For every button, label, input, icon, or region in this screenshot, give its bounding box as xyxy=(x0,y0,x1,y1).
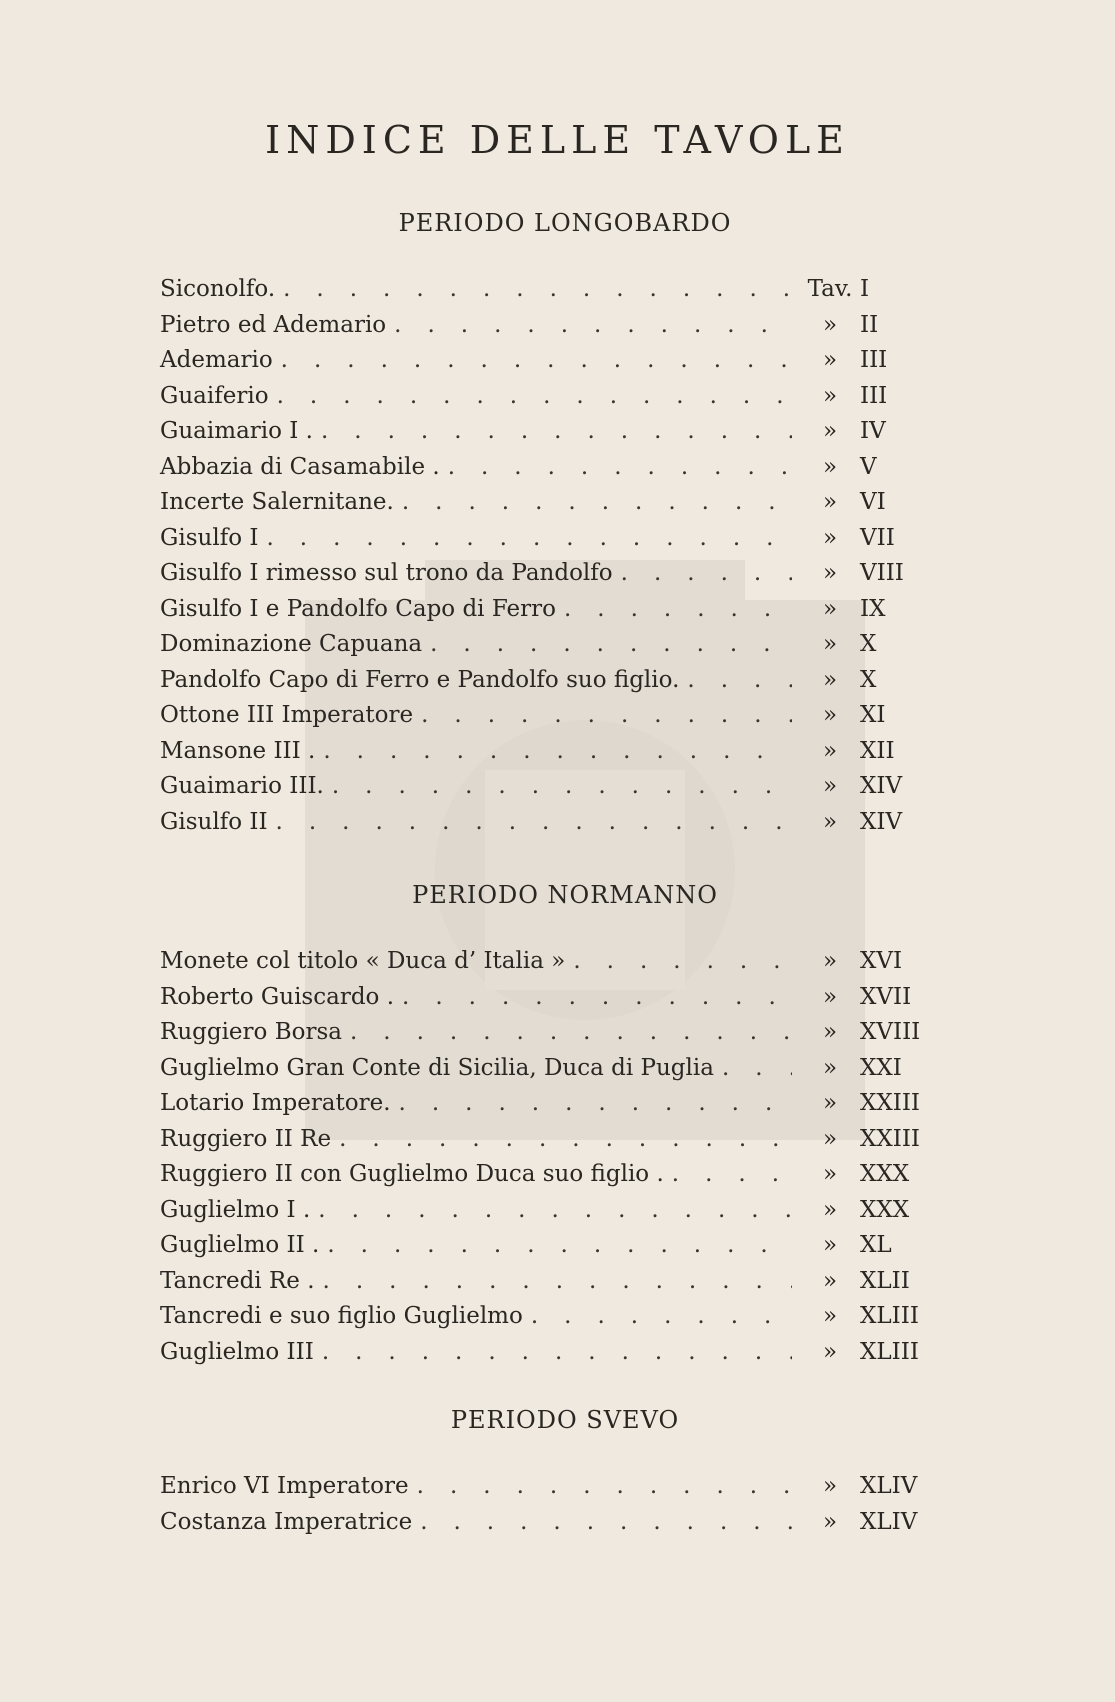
list-item xyxy=(160,734,970,770)
list-item xyxy=(160,1299,970,1335)
entry-label: Costanza Imperatrice xyxy=(160,1508,413,1535)
entry-plate: XXI xyxy=(860,1054,902,1081)
list-item xyxy=(160,980,970,1016)
entry-mark: » xyxy=(822,808,838,835)
entry-mark: » xyxy=(822,1054,838,1081)
entry-label: Pandolfo Capo di Ferro e Pandolfo suo figlio. xyxy=(160,666,680,693)
list-item xyxy=(160,308,970,344)
entry-plate: XLIII xyxy=(860,1338,919,1365)
entry-plate: XLII xyxy=(860,1267,910,1294)
entry-mark: » xyxy=(822,1267,838,1294)
entry-plate: XII xyxy=(860,737,895,764)
dot-leader xyxy=(722,1051,792,1087)
list-item xyxy=(160,485,970,521)
entry-mark: » xyxy=(822,773,838,799)
entry-mark: » xyxy=(822,666,838,693)
dot-leader xyxy=(283,272,792,308)
entry-label: Guglielmo Gran Conte di Sicilia, Duca di Puglia xyxy=(160,1054,714,1081)
dot-leader xyxy=(323,1264,792,1300)
entry-plate: XLIV xyxy=(860,1508,918,1535)
entry-mark: » xyxy=(822,453,838,480)
list-item xyxy=(160,1228,970,1264)
entry-label: Roberto Guiscardo . xyxy=(160,983,395,1010)
entry-label: Pietro ed Ademario xyxy=(160,311,387,338)
entry-plate: XLIII xyxy=(860,1303,919,1329)
entry-mark: » xyxy=(822,524,838,551)
entry-plate: IX xyxy=(860,595,886,622)
entry-label: Ruggiero II Re xyxy=(160,1125,332,1152)
dot-leader xyxy=(332,769,792,805)
entry-plate: III xyxy=(860,347,888,373)
dot-leader xyxy=(402,485,792,521)
list-item xyxy=(160,1193,970,1229)
list-item xyxy=(160,1335,970,1371)
entry-label: Dominazione Capuana xyxy=(160,631,423,657)
dot-leader xyxy=(420,1505,792,1541)
dot-leader xyxy=(421,698,792,734)
entry-plate: XXX xyxy=(860,1161,910,1187)
entry-plate: XXIII xyxy=(860,1125,921,1152)
entry-plate: VIII xyxy=(860,560,904,586)
entry-mark: » xyxy=(822,560,838,586)
entry-plate: XLIV xyxy=(860,1473,918,1499)
entry-list xyxy=(160,1469,970,1540)
entry-mark: » xyxy=(822,1196,838,1223)
dot-leader xyxy=(350,1015,792,1051)
entry-mark: » xyxy=(822,489,838,515)
list-item xyxy=(160,343,970,379)
list-item xyxy=(160,1264,970,1300)
section-normanno xyxy=(160,880,970,1370)
dot-leader xyxy=(394,308,792,344)
list-item xyxy=(160,592,970,628)
entry-label: Tancredi e suo figlio Guglielmo xyxy=(160,1303,523,1329)
entry-mark: » xyxy=(822,737,838,764)
entry-plate: XIV xyxy=(860,808,903,835)
entry-label: Guaiferio xyxy=(160,382,269,409)
list-item xyxy=(160,1051,970,1087)
dot-leader xyxy=(399,1086,792,1122)
entry-label: Ruggiero II con Guglielmo Duca suo figlio . xyxy=(160,1161,664,1187)
list-item xyxy=(160,379,970,415)
dot-leader xyxy=(323,734,792,770)
entry-mark: » xyxy=(822,418,838,444)
entry-label: Gisulfo I rimesso sul trono da Pandolfo xyxy=(160,560,613,586)
entry-mark: » xyxy=(822,948,838,974)
list-item xyxy=(160,769,970,805)
entry-label: Guaimario III. xyxy=(160,773,324,799)
list-item xyxy=(160,698,970,734)
entry-list xyxy=(160,272,970,840)
dot-leader xyxy=(322,1335,792,1371)
entry-label: Guglielmo II . xyxy=(160,1232,320,1258)
entry-mark: » xyxy=(822,983,838,1010)
entry-label: Guglielmo III xyxy=(160,1338,314,1365)
dot-leader xyxy=(672,1157,792,1193)
dot-leader xyxy=(266,521,792,557)
dot-leader xyxy=(339,1122,792,1158)
dot-leader xyxy=(430,627,792,663)
section-svevo xyxy=(160,1405,970,1540)
dot-leader xyxy=(417,1469,792,1505)
entry-label: Siconolfo. xyxy=(160,276,276,302)
entry-mark: » xyxy=(822,1090,838,1116)
entry-plate: XL xyxy=(860,1232,892,1258)
entry-label: Gisulfo I e Pandolfo Capo di Ferro xyxy=(160,595,556,622)
entry-plate: X xyxy=(860,666,877,693)
dot-leader xyxy=(281,343,792,379)
entry-mark: » xyxy=(822,1473,838,1499)
entry-plate: XXIII xyxy=(860,1090,921,1116)
entry-mark: » xyxy=(822,1508,838,1535)
entry-mark: » xyxy=(822,1232,838,1258)
entry-label: Ademario xyxy=(160,347,273,373)
list-item xyxy=(160,805,970,841)
dot-leader xyxy=(318,1193,792,1229)
list-item xyxy=(160,556,970,592)
dot-leader xyxy=(573,944,792,980)
entry-label: Tancredi Re . xyxy=(160,1267,315,1294)
entry-plate: X xyxy=(860,631,877,657)
section-heading: PERIODO SVEVO xyxy=(450,1406,680,1434)
dot-leader xyxy=(277,379,792,415)
entry-plate: XXX xyxy=(860,1196,910,1223)
entry-label: Ottone III Imperatore xyxy=(160,702,414,728)
list-item xyxy=(160,450,970,486)
entry-list xyxy=(160,944,970,1370)
list-item xyxy=(160,627,970,663)
entry-mark: » xyxy=(822,702,838,728)
section-longobardo xyxy=(160,208,970,840)
dot-leader xyxy=(621,556,792,592)
entry-mark: » xyxy=(822,347,838,373)
section-heading: PERIODO LONGOBARDO xyxy=(398,209,732,237)
entry-label: Guglielmo I . xyxy=(160,1196,311,1223)
entry-plate: VI xyxy=(860,489,886,515)
entry-label: Enrico VI Imperatore xyxy=(160,1473,409,1499)
entry-mark: » xyxy=(822,1338,838,1365)
dot-leader xyxy=(276,805,792,841)
entry-mark: » xyxy=(822,382,838,409)
list-item xyxy=(160,944,970,980)
list-item xyxy=(160,663,970,699)
entry-label: Guaimario I . xyxy=(160,418,313,444)
entry-label: Lotario Imperatore. xyxy=(160,1090,391,1116)
entry-mark: » xyxy=(822,1161,838,1187)
entry-plate: V xyxy=(860,453,877,480)
entry-mark: » xyxy=(822,1019,838,1045)
dot-leader xyxy=(687,663,792,699)
entry-label: Gisulfo I xyxy=(160,524,259,551)
list-item xyxy=(160,1086,970,1122)
dot-leader xyxy=(448,450,792,486)
dot-leader xyxy=(327,1228,792,1264)
dot-leader xyxy=(402,980,792,1016)
list-item xyxy=(160,1122,970,1158)
entry-plate: IV xyxy=(860,418,886,444)
list-item xyxy=(160,521,970,557)
entry-plate: XVII xyxy=(860,983,912,1010)
entry-plate: XIV xyxy=(860,773,903,799)
entry-plate: I xyxy=(860,276,870,302)
entry-plate: VII xyxy=(860,524,895,551)
entry-plate: II xyxy=(860,311,879,338)
entry-mark: » xyxy=(822,1303,838,1329)
entry-label: Incerte Salernitane. xyxy=(160,489,394,515)
entry-plate: XVI xyxy=(860,948,903,974)
entry-label: Mansone III . xyxy=(160,737,316,764)
dot-leader xyxy=(321,414,792,450)
page-title: INDICE DELLE TAVOLE xyxy=(265,118,850,162)
entry-mark: » xyxy=(822,631,838,657)
dot-leader xyxy=(531,1299,792,1335)
list-item xyxy=(160,1015,970,1051)
entry-label: Ruggiero Borsa xyxy=(160,1019,342,1045)
entry-mark: » xyxy=(822,595,838,622)
entry-mark: » xyxy=(822,311,838,338)
list-item xyxy=(160,1157,970,1193)
entry-plate: XI xyxy=(860,702,886,728)
list-item xyxy=(160,272,970,308)
entry-plate: XVIII xyxy=(860,1019,921,1045)
dot-leader xyxy=(564,592,792,628)
section-heading: PERIODO NORMANNO xyxy=(412,881,718,909)
entry-label: Gisulfo II xyxy=(160,808,268,835)
entry-mark: » xyxy=(822,1125,838,1152)
list-item xyxy=(160,1505,970,1541)
entry-label: Abbazia di Casamabile . xyxy=(160,453,440,480)
entry-label: Monete col titolo « Duca d’ Italia » xyxy=(160,948,566,974)
list-item xyxy=(160,414,970,450)
entry-mark: Tav. xyxy=(807,276,853,302)
entry-plate: III xyxy=(860,382,888,409)
list-item xyxy=(160,1469,970,1505)
